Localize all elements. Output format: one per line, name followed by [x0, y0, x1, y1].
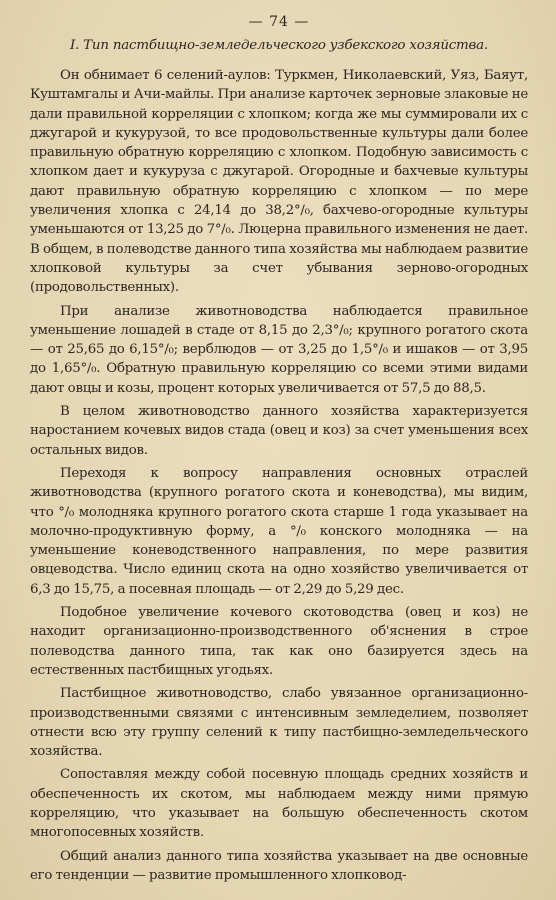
section-title: I. Тип пастбищно-земледельческого узбекского хозяйства. — [69, 38, 488, 53]
paragraph-6: Пастбищное животноводство, слабо увязанное организационно-производственными связями с интенсивным земледелием, позволяет отнести всю эту группу селений к типу пастбищно-земледельческого хозяйства. — [30, 686, 528, 760]
paragraph-4: Переходя к вопросу направления основных отраслей животноводства (крупного рогатого скота и коневодства), мы видим, что °/₀ молодняка крупного рогатого скота старше 1 года указывает на молочно-продуктивную форму, а °/₀ конского молодняка — на уменьшение коневодственного направления, по мере развития овцеводства. Число единиц скота на одно хозяйство увеличивается от 6,3 до 15,75, а посевная площадь — от 2,29 до 5,29 дес. — [30, 465, 528, 597]
paragraph-7: Сопоставляя между собой посевную площадь средних хозяйств и обеспеченность их скотом, мы наблюдаем между ними прямую корреляцию, что указывает на большую обеспеченность скотом многопосевных хозяйств. — [30, 767, 528, 841]
paragraph-3: В целом животноводство данного хозяйства характеризуется наростанием кочевых видов стада (овец и коз) за счет уменьшения всех остальных видов. — [30, 404, 528, 458]
paragraph-2: При анализе животноводства наблюдается правильное уменьшение лошадей в стаде от 8,15 до 2,3°/₀; крупного рогатого скота — от 25,65 до 6,15°/₀; верблюдов — от 3,25 до 1,5°/₀ и ишаков — от 3,95 до 1,65°/₀. Обратную правильную корреляцию со всеми этими видами дают овцы и козы, процент которых увеличивается от 57,5 до 88,5. — [30, 303, 528, 396]
paragraph-1: Он обнимает 6 селений-аулов: Туркмен, Николаевский, Уяз, Баяут, Куштамгалы и Ачи-майлы. При анализе карточек зерновые злаковые не дали правильной корреляции с хлопком; когда же мы суммировали их с джугарой и кукурузой, то все продовольственные культуры дали более правильную обратную корреляцию с хлопком. Подобную зависимость с хлопком дает и кукуруза с джугарой. Огородные и бахчевые культуры дают правильную обратную корреляцию с хлопком — по мере увеличения хлопка с 24,14 до 38,2°/₀, бахчево-огородные культуры уменьшаются от 13,25 до 7°/₀. Люцерна правильного изменения не дает. В общем, в полеводстве данного типа хозяйства мы наблюдаем развитие хлопковой культуры за счет убывания зерново-огородных (продовольственных). — [30, 68, 528, 296]
paragraph-8: Общий анализ данного типа хозяйства указывает на две основные его тенденции — развитие промышленного хлопковод- — [30, 848, 528, 883]
page-number: — 74 — — [248, 14, 310, 30]
paragraph-5: Подобное увеличение кочевого скотоводства (овец и коз) не находит организационно-производственного об'яснения в строе полеводства данного типа, так как оно базируется здесь на естественных пастбищных угодьях. — [30, 605, 528, 678]
